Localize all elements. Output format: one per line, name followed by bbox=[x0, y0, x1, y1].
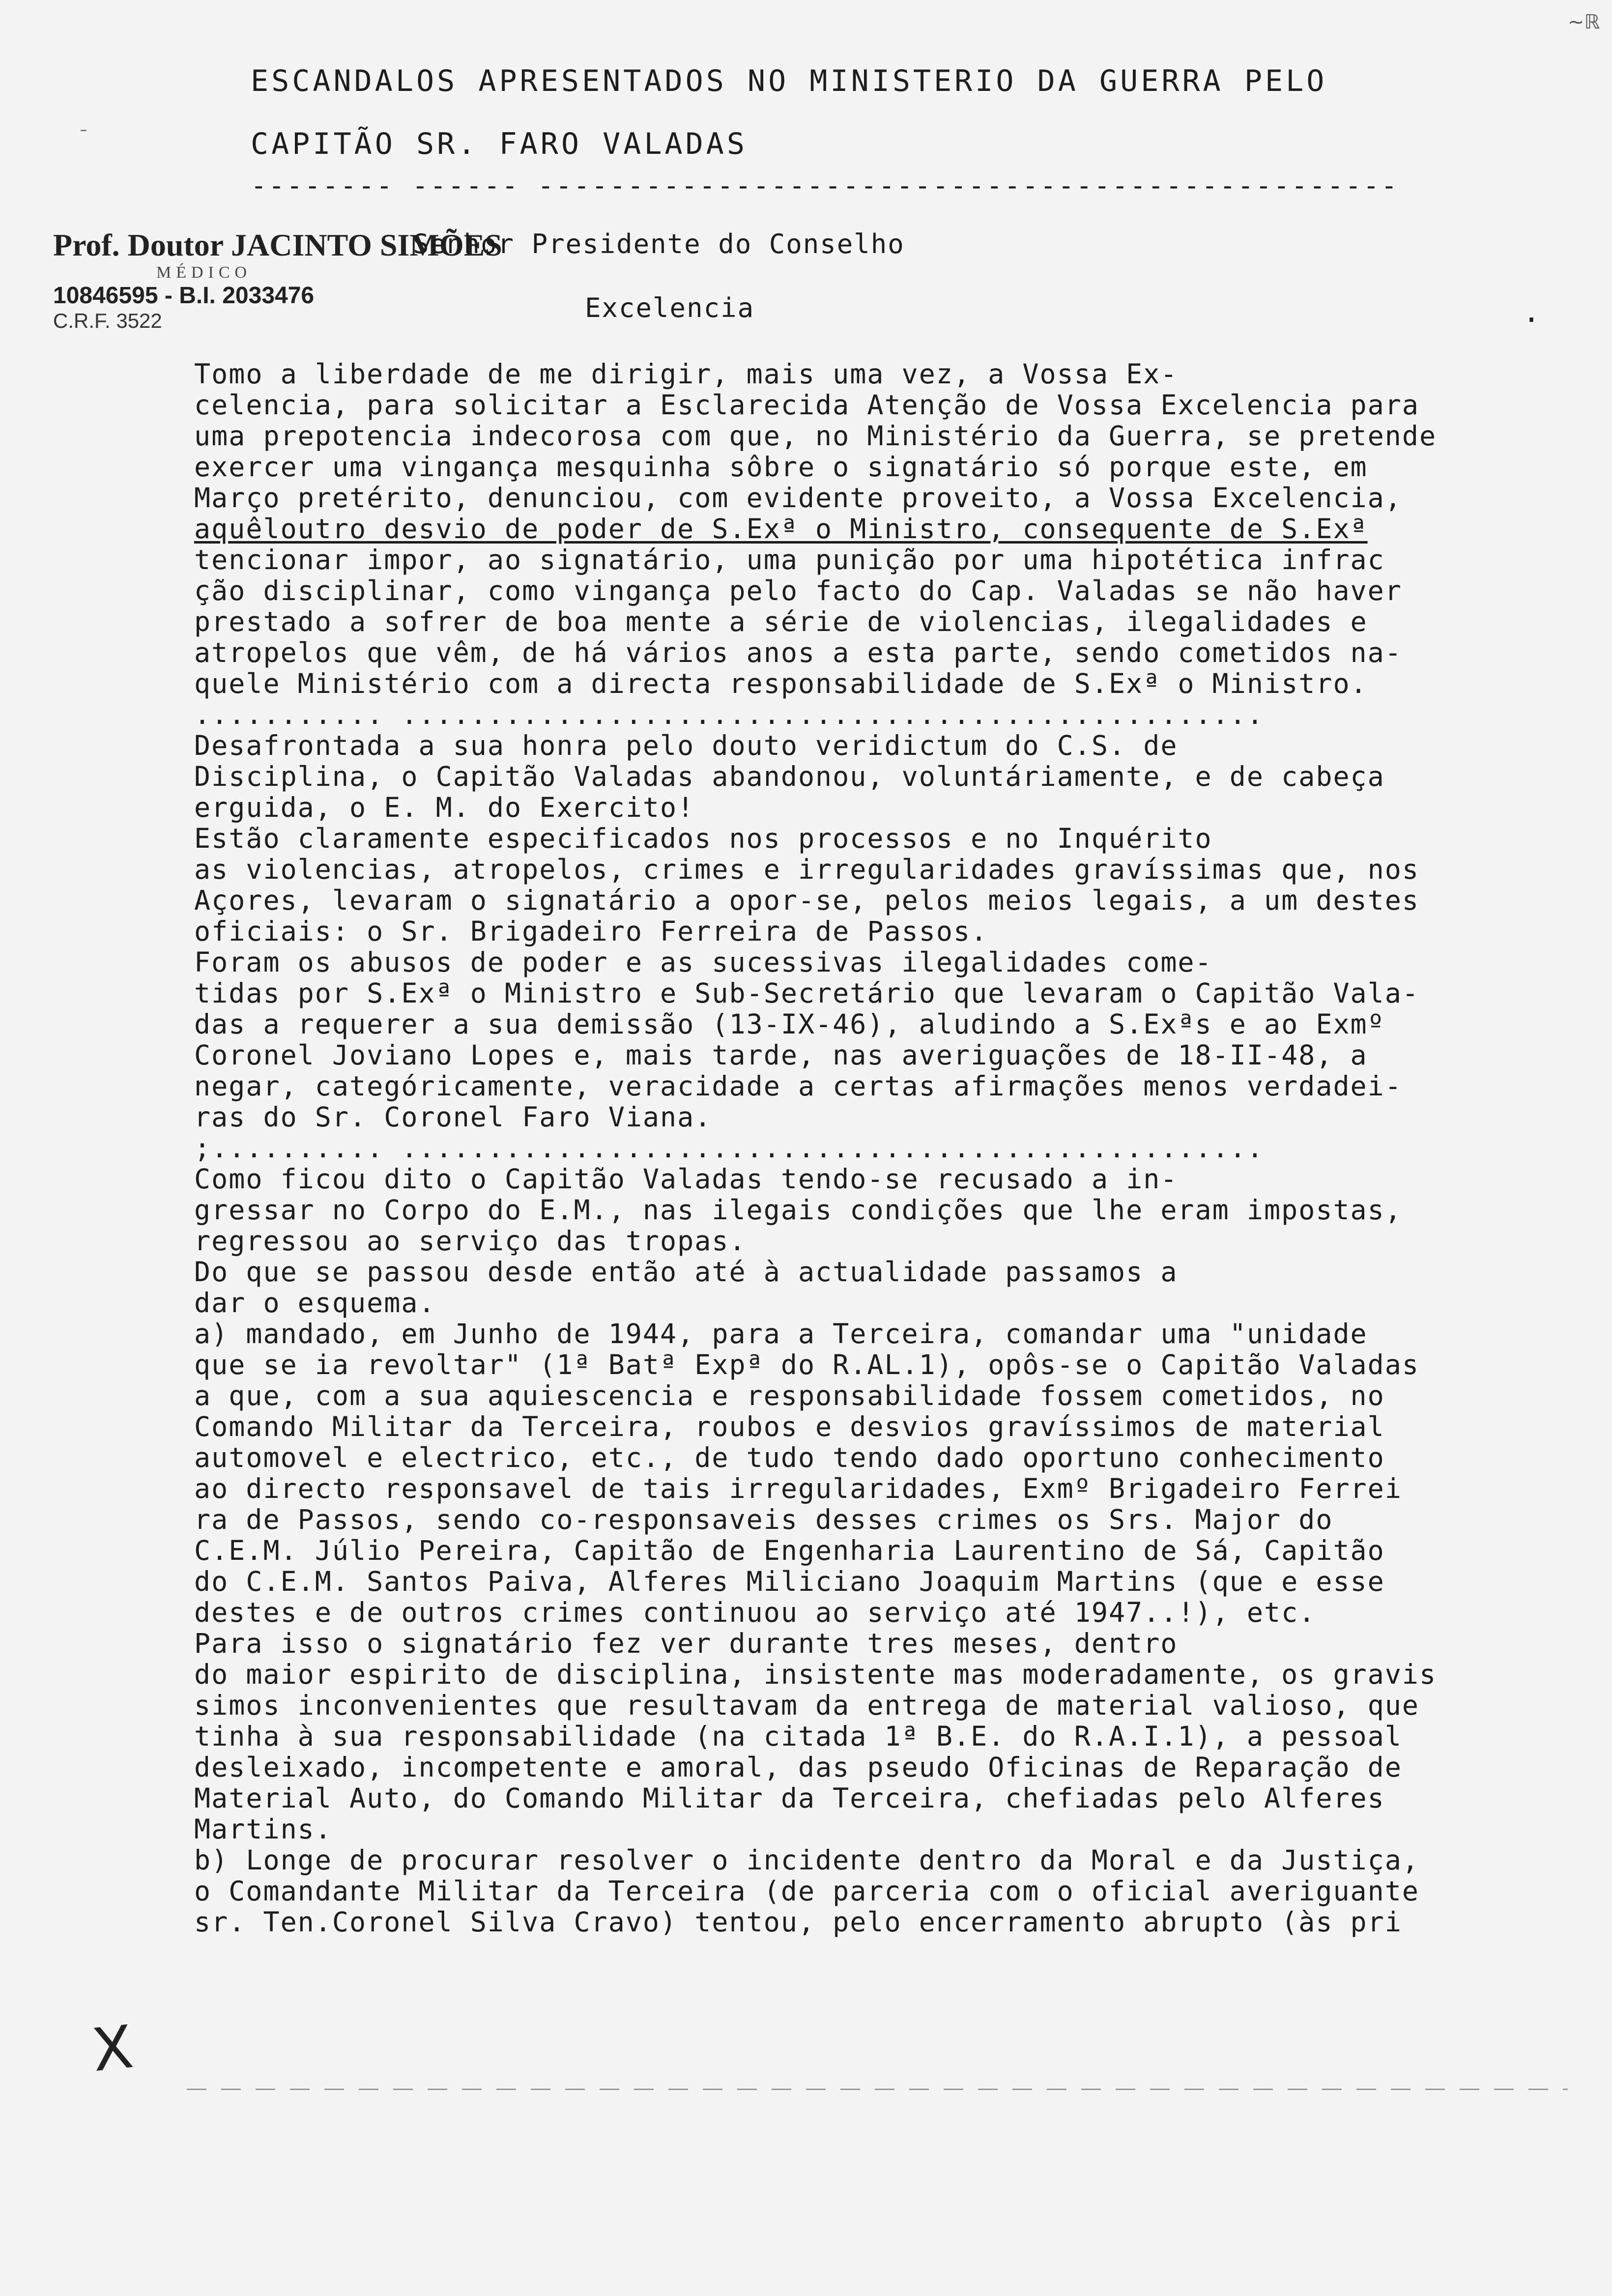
body-line: Tomo a liberdade de me dirigir, mais uma vez, a Vossa Ex- bbox=[194, 358, 1178, 390]
stamp-title: MÉDICO bbox=[156, 263, 252, 282]
title-underline-dashes: -------- ------ ------------------------------------------------ bbox=[251, 170, 1399, 201]
salutation-excellency: Excelencia bbox=[585, 292, 755, 323]
body-line: Desafrontada a sua honra pelo douto veridictum do C.S. de bbox=[194, 730, 1178, 761]
body-line: celencia, para solicitar a Esclarecida Atenção de Vossa Excelencia para bbox=[194, 389, 1420, 421]
stray-dot: . bbox=[1523, 295, 1542, 329]
bottom-dashed-rule bbox=[187, 2089, 1568, 2090]
body-line: ao directo responsavel de tais irregularidades, Exmº Brigadeiro Ferrei bbox=[194, 1473, 1402, 1504]
body-line: automovel e electrico, etc., de tudo tendo dado oportuno conhecimento bbox=[194, 1442, 1385, 1473]
body-line: atropelos que vêm, de há vários anos a esta parte, sendo cometidos na- bbox=[194, 637, 1402, 668]
body-line: tidas por S.Exª o Ministro e Sub-Secretário que levaram o Capitão Vala- bbox=[194, 977, 1420, 1009]
body-line: Coronel Joviano Lopes e, mais tarde, nas averiguações de 18-II-48, a bbox=[194, 1039, 1368, 1071]
stamp-name: Prof. Doutor JACINTO SIMÕES bbox=[53, 228, 502, 262]
body-line: Como ficou dito o Capitão Valadas tendo-se recusado a in- bbox=[194, 1163, 1178, 1195]
body-line: desleixado, incompetente e amoral, das pseudo Oficinas de Reparação de bbox=[194, 1751, 1402, 1783]
body-line: erguida, o E. M. do Exercito! bbox=[194, 792, 695, 823]
body-line: Do que se passou desde então até à actualidade passamos a bbox=[194, 1256, 1178, 1288]
body-line: as violencias, atropelos, crimes e irregularidades gravíssimas que, nos bbox=[194, 854, 1420, 885]
body-line: Material Auto, do Comando Militar da Terceira, chefiadas pelo Alferes bbox=[194, 1782, 1385, 1814]
body-line: a) mandado, em Junho de 1944, para a Terceira, comandar uma "unidade bbox=[194, 1318, 1368, 1349]
body-line: ;.......... .................................................. bbox=[194, 1132, 1264, 1164]
body-line: ........... .................................................. bbox=[194, 699, 1264, 730]
body-line: Para isso o signatário fez ver durante tres meses, dentro bbox=[194, 1628, 1178, 1659]
body-line: Açores, levaram o signatário a opor-se, pelos meios legais, a um destes bbox=[194, 885, 1420, 916]
body-line: do maior espirito de disciplina, insistente mas moderadamente, os gravis bbox=[194, 1659, 1437, 1690]
letter-body bbox=[194, 359, 1570, 1938]
document-title-line-1: ESCANDALOS APRESENTADOS NO MINISTERIO DA GUERRA PELO bbox=[251, 64, 1327, 98]
stamp-crf: C.R.F. 3522 bbox=[53, 309, 162, 332]
body-line: o Comandante Militar da Terceira (de parceria com o oficial averiguante bbox=[194, 1875, 1420, 1907]
body-line: negar, categóricamente, veracidade a certas afirmações menos verdadei- bbox=[194, 1070, 1402, 1102]
corner-mark: ~ℝ bbox=[1568, 11, 1600, 33]
body-line: ras do Sr. Coronel Faro Viana. bbox=[194, 1101, 712, 1133]
body-line: Março pretérito, denunciou, com evidente proveito, a Vossa Excelencia, bbox=[194, 482, 1402, 514]
body-line: a que, com a sua aquiescencia e responsabilidade fossem cometidos, no bbox=[194, 1380, 1385, 1411]
body-line: tencionar impor, ao signatário, uma punição por uma hipotética infrac bbox=[194, 544, 1385, 575]
body-line: gressar no Corpo do E.M., nas ilegais condições que lhe eram impostas, bbox=[194, 1194, 1402, 1226]
handwritten-x-mark: X bbox=[88, 2013, 137, 2085]
body-line: exercer uma vingança mesquinha sôbre o signatário só porque este, em bbox=[194, 451, 1368, 483]
salutation: Senhor Presidente do Conselho bbox=[413, 229, 905, 259]
body-line: do C.E.M. Santos Paiva, Alferes Miliciano Joaquim Martins (que e esse bbox=[194, 1566, 1385, 1597]
body-line: destes e de outros crimes continuou ao serviço até 1947..!), etc. bbox=[194, 1597, 1316, 1628]
margin-tick: ¯ bbox=[79, 127, 88, 149]
body-line: Foram os abusos de poder e as sucessivas ilegalidades come- bbox=[194, 947, 1212, 978]
body-line: das a requerer a sua demissão (13-IX-46), aludindo a S.Exªs e ao Exmº bbox=[194, 1008, 1385, 1040]
body-line: Comando Militar da Terceira, roubos e desvios gravíssimos de material bbox=[194, 1411, 1385, 1442]
document-title-line-2: CAPITÃO SR. FARO VALADAS bbox=[251, 127, 748, 161]
body-line: Martins. bbox=[194, 1813, 332, 1845]
body-line: quele Ministério com a directa responsabilidade de S.Exª o Ministro. bbox=[194, 668, 1368, 699]
body-line: Estão claramente especificados nos processos e no Inquérito bbox=[194, 823, 1212, 854]
body-line: ção disciplinar, como vingança pelo facto do Cap. Valadas se não haver bbox=[194, 575, 1402, 606]
body-line: prestado a sofrer de boa mente a série de violencias, ilegalidades e bbox=[194, 606, 1368, 637]
body-line: regressou ao serviço das tropas. bbox=[194, 1225, 747, 1257]
body-line: b) Longe de procurar resolver o incidente dentro da Moral e da Justiça, bbox=[194, 1844, 1420, 1876]
body-line: oficiais: o Sr. Brigadeiro Ferreira de Passos. bbox=[194, 916, 988, 947]
body-line: tinha à sua responsabilidade (na citada 1ª B.E. do R.A.I.1), a pessoal bbox=[194, 1721, 1402, 1752]
body-line: simos inconvenientes que resultavam da entrega de material valioso, que bbox=[194, 1690, 1420, 1721]
doctor-stamp bbox=[53, 227, 502, 333]
body-line: ra de Passos, sendo co-responsaveis desses crimes os Srs. Major do bbox=[194, 1504, 1333, 1535]
body-line: dar o esquema. bbox=[194, 1287, 436, 1319]
body-line: sr. Ten.Coronel Silva Cravo) tentou, pelo encerramento abrupto (às pri bbox=[194, 1906, 1402, 1938]
body-line: aquêloutro desvio de poder de S.Exª o Ministro, consequente de S.Exª bbox=[194, 513, 1368, 545]
stamp-numbers: 10846595 - B.I. 2033476 bbox=[53, 283, 315, 309]
body-line: uma prepotencia indecorosa com que, no Ministério da Guerra, se pretende bbox=[194, 420, 1437, 452]
body-line: C.E.M. Júlio Pereira, Capitão de Engenharia Laurentino de Sá, Capitão bbox=[194, 1535, 1385, 1566]
body-line: que se ia revoltar" (1ª Batª Expª do R.AL.1), opôs-se o Capitão Valadas bbox=[194, 1349, 1420, 1380]
body-line: Disciplina, o Capitão Valadas abandonou, voluntáriamente, e de cabeça bbox=[194, 761, 1385, 792]
